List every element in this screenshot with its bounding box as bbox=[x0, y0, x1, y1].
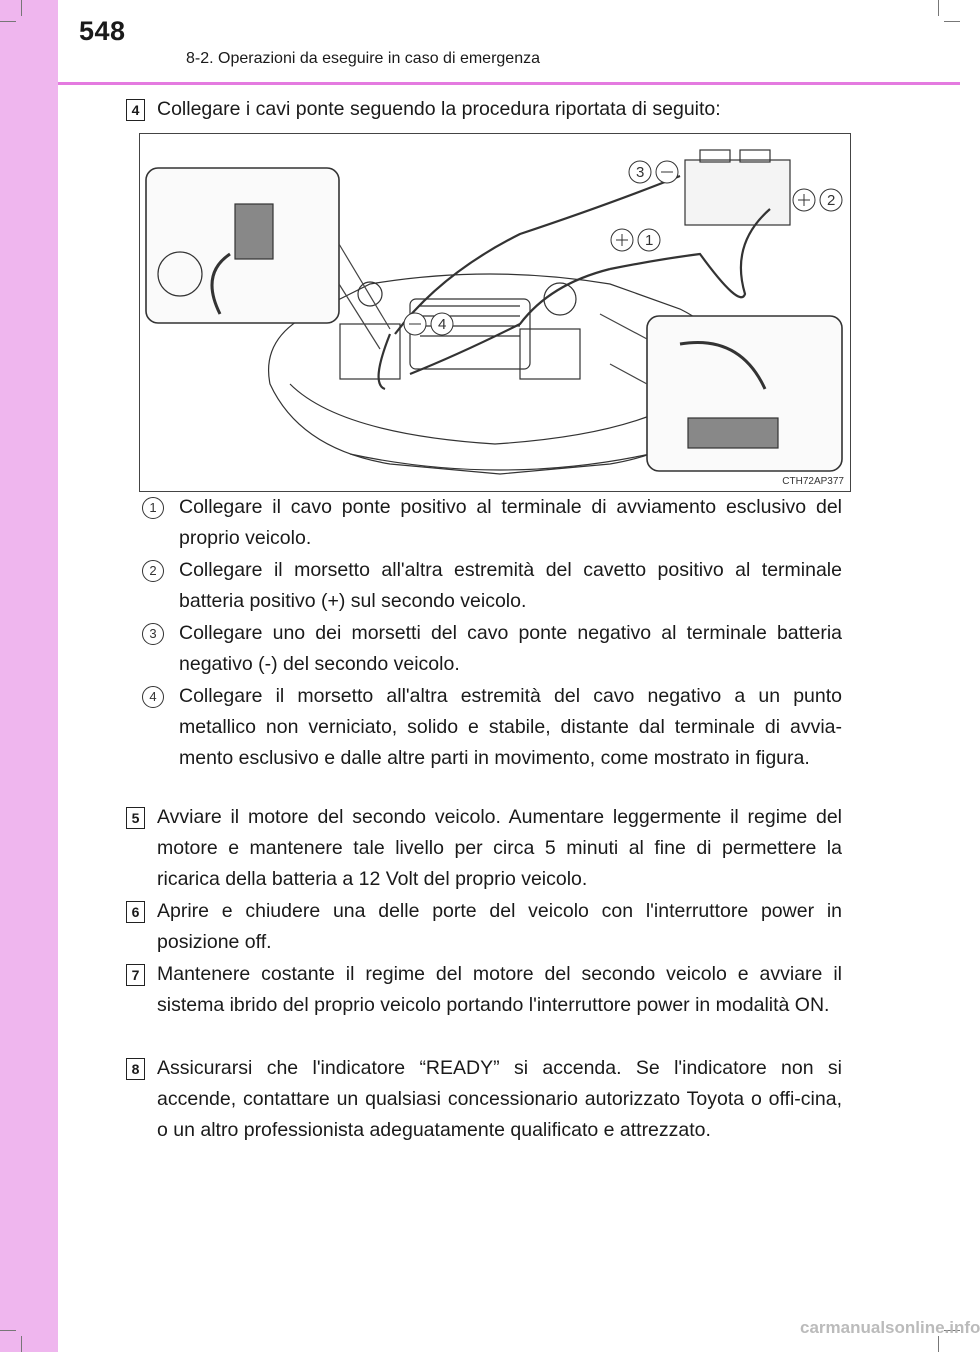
step-4 bbox=[126, 94, 842, 125]
step-text: Aprire e chiudere una delle porte del veicolo con l'interruttore power in posizione off. bbox=[157, 900, 842, 953]
step-5 bbox=[126, 802, 842, 895]
step-8 bbox=[126, 1053, 842, 1146]
section-title: 8-2. Operazioni da eseguire in caso di emergenza bbox=[186, 50, 540, 67]
crop-mark bbox=[0, 21, 16, 22]
step-7 bbox=[126, 959, 842, 1021]
crop-mark bbox=[944, 21, 960, 22]
step-number-badge: 4 bbox=[126, 99, 145, 121]
callout-number: 1 bbox=[645, 232, 654, 249]
step-number-badge: 6 bbox=[126, 901, 145, 923]
step-text: Collegare i cavi ponte seguendo la procedura riportata di seguito: bbox=[157, 98, 721, 120]
substep-number-badge: 3 bbox=[142, 623, 164, 645]
step-text: Assicurarsi che l'indicatore “READY” si accenda. Se l'indicatore non si accende, contattare un qualsiasi concessionario autorizzato Toyota o offi-cina, o un altro professionista adeguatamente qualificato e attrezzato. bbox=[157, 1057, 842, 1141]
figure-code: CTH72AP377 bbox=[782, 476, 844, 487]
substep-2 bbox=[142, 555, 842, 617]
substep-3 bbox=[142, 618, 842, 680]
callout-number: 3 bbox=[636, 164, 645, 181]
callout-number: 2 bbox=[827, 192, 836, 209]
jump-start-figure bbox=[139, 133, 851, 492]
page-number: 548 bbox=[79, 16, 126, 46]
step-number-badge: 5 bbox=[126, 807, 145, 829]
substep-text: Collegare uno dei morsetti del cavo ponte negativo al terminale batteria negativo (-) del secondo veicolo. bbox=[179, 622, 842, 675]
substep-text: Collegare il morsetto all'altra estremità del cavetto positivo al terminale batteria positivo (+) sul secondo veicolo. bbox=[179, 559, 842, 612]
side-band bbox=[0, 0, 58, 1352]
step-text: Avviare il motore del secondo veicolo. Aumentare leggermente il regime del motore e mantenere tale livello per circa 5 minuti al fine di permettere la ricarica della batteria a 12 Volt del proprio veicolo. bbox=[157, 806, 842, 890]
callout-number: 4 bbox=[438, 316, 447, 333]
substep-text: Collegare il morsetto all'altra estremità del cavo negativo a un punto metallico non verniciato, solido e stabile, distante dal terminale di avvia-mento esclusivo e dalle altre parti in movimento, come mostrato in figura. bbox=[179, 685, 842, 769]
crop-mark bbox=[938, 1336, 939, 1352]
watermark: carmanualsonline.info bbox=[800, 1318, 980, 1337]
crop-mark bbox=[21, 0, 22, 16]
step-6 bbox=[126, 896, 842, 958]
step-number-badge: 8 bbox=[126, 1058, 145, 1080]
crop-mark bbox=[0, 1330, 16, 1331]
header-rule bbox=[58, 82, 960, 85]
substep-1 bbox=[142, 492, 842, 554]
substep-4 bbox=[142, 681, 842, 774]
substep-number-badge: 4 bbox=[142, 686, 164, 708]
substep-number-badge: 2 bbox=[142, 560, 164, 582]
substep-number-badge: 1 bbox=[142, 497, 164, 519]
crop-mark bbox=[21, 1336, 22, 1352]
step-text: Mantenere costante il regime del motore del secondo veicolo e avviare il sistema ibrido del proprio veicolo portando l'interruttore power in modalità ON. bbox=[157, 963, 842, 1016]
substep-text: Collegare il cavo ponte positivo al terminale di avviamento esclusivo del proprio veicolo. bbox=[179, 496, 842, 549]
crop-mark bbox=[938, 0, 939, 16]
step-number-badge: 7 bbox=[126, 964, 145, 986]
